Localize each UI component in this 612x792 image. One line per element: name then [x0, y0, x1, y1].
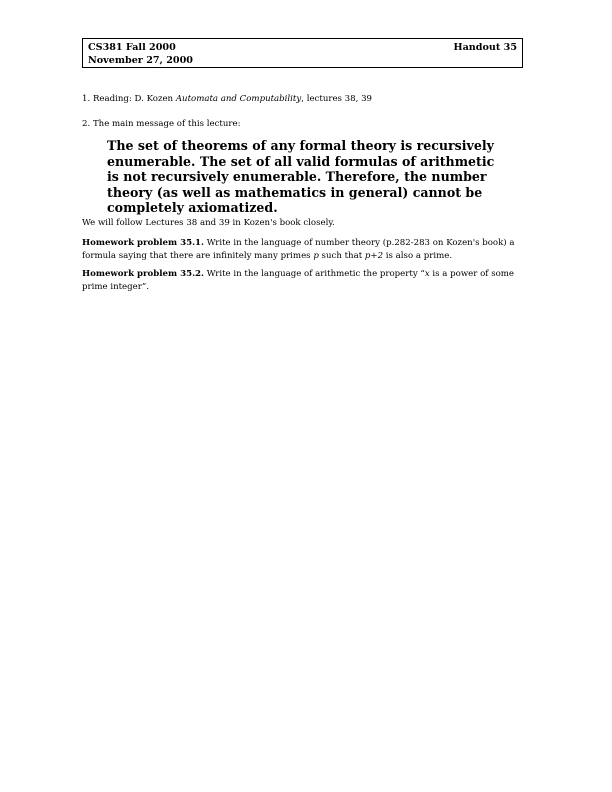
follow-note: We will follow Lectures 38 and 39 in Kozen's book closely.: [82, 218, 335, 228]
homework-text: is also a prime.: [383, 250, 453, 261]
math-expression: p+2: [364, 250, 384, 261]
main-message-text: The set of theorems of any formal theory is recursively enumerable. The set of all valid formulas of arithmetic is not recursively enumerable. Therefore, the number theory (as well as mathematics in general) cannot be completely axiomatized.: [107, 138, 495, 215]
homework-text: such that: [318, 250, 365, 261]
main-message-item: [82, 119, 241, 130]
course-label: CS381 Fall 2000: [88, 42, 176, 53]
header-row-2: [88, 54, 517, 67]
handout-number: Handout 35: [453, 42, 517, 53]
homework-problem-35-1: [82, 237, 523, 262]
math-variable: p: [313, 250, 319, 261]
reading-suffix: , lectures 38, 39: [301, 94, 373, 104]
reading-number: 1.: [82, 94, 91, 104]
main-message-number: 2.: [82, 119, 91, 129]
main-message-intro: The main message of this lecture:: [92, 119, 241, 129]
homework-text: Write in the language of arithmetic the property “: [204, 269, 425, 279]
homework-title: Homework problem 35.1.: [82, 238, 205, 248]
math-variable: x: [424, 269, 430, 279]
homework-text: Write in the language of number theory (p.282-283 on Kozen's book) a formula saying that there are infinitely many primes: [82, 238, 515, 261]
handout-header: [82, 38, 523, 68]
reading-item: [82, 94, 372, 105]
handout-date: November 27, 2000: [88, 55, 193, 66]
homework-problem-35-2: [82, 268, 523, 293]
reading-book-title: Automata and Computability: [175, 94, 302, 104]
homework-title: Homework problem 35.2.: [82, 269, 205, 279]
reading-prefix: Reading: D. Kozen: [92, 94, 176, 104]
homework-text: is a power of some prime integer”.: [82, 269, 515, 292]
header-row-1: [88, 41, 517, 54]
